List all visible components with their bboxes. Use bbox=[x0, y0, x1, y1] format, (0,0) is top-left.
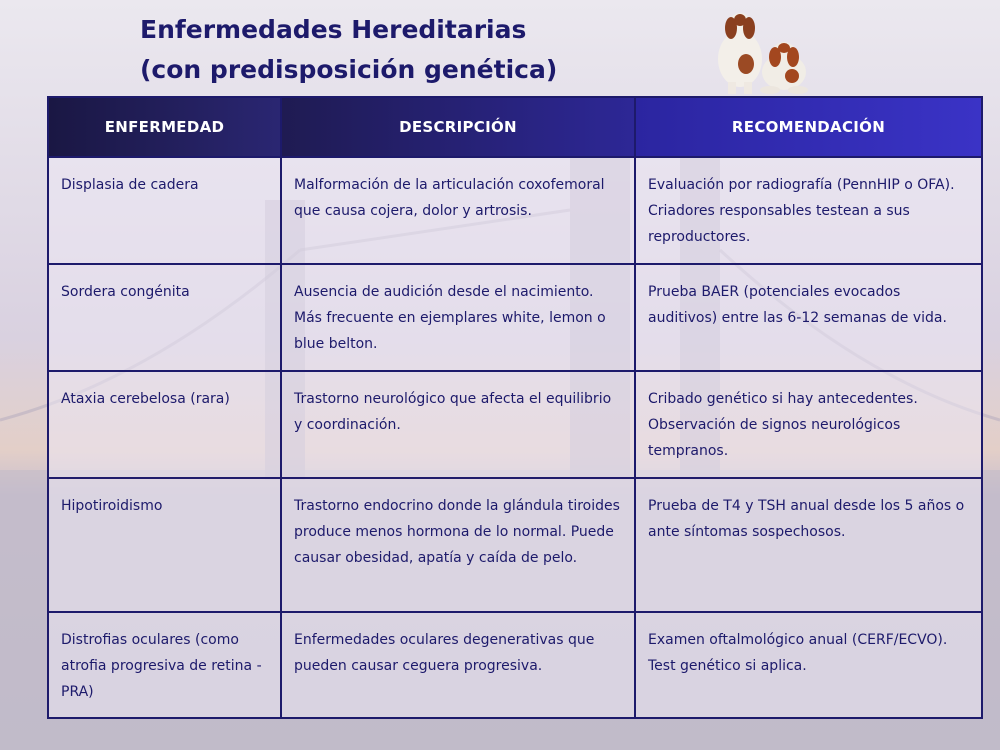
cell-recomendacion: Cribado genético si hay antecedentes. Observación de signos neurológicos tempranos. bbox=[635, 371, 982, 478]
header-descripcion: DESCRIPCIÓN bbox=[281, 97, 635, 157]
cell-recomendacion: Prueba BAER (potenciales evocados auditivos) entre las 6-12 semanas de vida. bbox=[635, 264, 982, 371]
cell-recomendacion: Prueba de T4 y TSH anual desde los 5 años o ante síntomas sospechosos. bbox=[635, 478, 982, 612]
header-recomendacion: RECOMENDACIÓN bbox=[635, 97, 982, 157]
cell-descripcion: Trastorno endocrino donde la glándula tiroides produce menos hormona de lo normal. Puede causar obesidad, apatía y caída de pelo. bbox=[281, 478, 635, 612]
table-row bbox=[48, 264, 982, 371]
table-row bbox=[48, 612, 982, 718]
title-line-2: (con predisposición genética) bbox=[140, 55, 558, 84]
cell-recomendacion: Examen oftalmológico anual (CERF/ECVO). Test genético si aplica. bbox=[635, 612, 982, 718]
page-title bbox=[140, 10, 557, 90]
title-line-1: Enfermedades Hereditarias bbox=[140, 15, 527, 44]
cell-enfermedad: Displasia de cadera bbox=[48, 157, 281, 264]
cell-enfermedad: Hipotiroidismo bbox=[48, 478, 281, 612]
cell-descripcion: Ausencia de audición desde el nacimiento. Más frecuente en ejemplares white, lemon o blue belton. bbox=[281, 264, 635, 371]
cell-descripcion: Malformación de la articulación coxofemoral que causa cojera, dolor y artrosis. bbox=[281, 157, 635, 264]
cell-descripcion: Trastorno neurológico que afecta el equilibrio y coordinación. bbox=[281, 371, 635, 478]
hereditary-diseases-table bbox=[47, 96, 983, 719]
table-row bbox=[48, 157, 982, 264]
table-row bbox=[48, 371, 982, 478]
spaniel-dogs-image bbox=[700, 4, 812, 96]
cell-descripcion: Enfermedades oculares degenerativas que pueden causar ceguera progresiva. bbox=[281, 612, 635, 718]
cell-recomendacion: Evaluación por radiografía (PennHIP o OFA). Criadores responsables testean a sus reproductores. bbox=[635, 157, 982, 264]
table-row bbox=[48, 478, 982, 612]
cell-enfermedad: Distrofias oculares (como atrofia progresiva de retina - PRA) bbox=[48, 612, 281, 718]
cell-enfermedad: Sordera congénita bbox=[48, 264, 281, 371]
cell-enfermedad: Ataxia cerebelosa (rara) bbox=[48, 371, 281, 478]
header-enfermedad: ENFERMEDAD bbox=[48, 97, 281, 157]
table-header-row bbox=[48, 97, 982, 157]
